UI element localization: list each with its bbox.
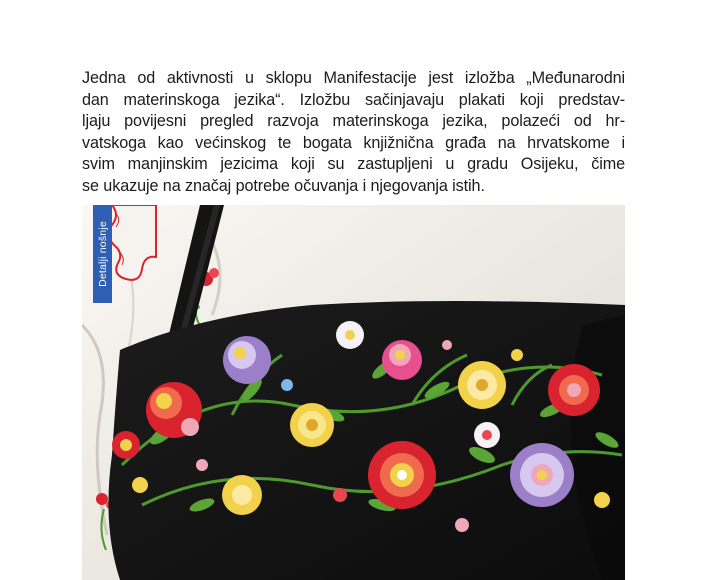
yellow-flower <box>290 403 334 447</box>
embroidery-illustration <box>82 205 625 580</box>
article-paragraph <box>82 68 625 197</box>
paragraph-line-5: svim manjinskim jezicima koji su zastupljeni u gradu Osijeku, čime <box>82 155 625 173</box>
pink-flower <box>382 340 422 380</box>
photo-caption-tab <box>93 205 112 303</box>
costume-photo <box>82 205 625 580</box>
photo-caption: Detalji nošnje <box>96 221 109 287</box>
red-flower <box>146 382 202 438</box>
black-vest <box>108 301 625 580</box>
paragraph-line-6: se ukazuje na značaj potrebe očuvanja i njegovanja istih. <box>82 176 485 195</box>
paragraph-line-2: dan materinskoga jezika“. Izložbu sačinjavaju plakati koji predstav- <box>82 90 625 109</box>
purple-flower <box>223 336 271 384</box>
paragraph-line-3: ljaju povijesni pregled razvoja materinskoga jezika, polazeći od hr- <box>82 112 625 130</box>
paragraph-line-4: vatskoga kao većinskog te bogata knjižnična građa na hrvatskome i <box>82 133 625 152</box>
paragraph-line-1: Jedna od aktivnosti u sklopu Manifestacije jest izložba „Međunarodni <box>82 69 625 87</box>
